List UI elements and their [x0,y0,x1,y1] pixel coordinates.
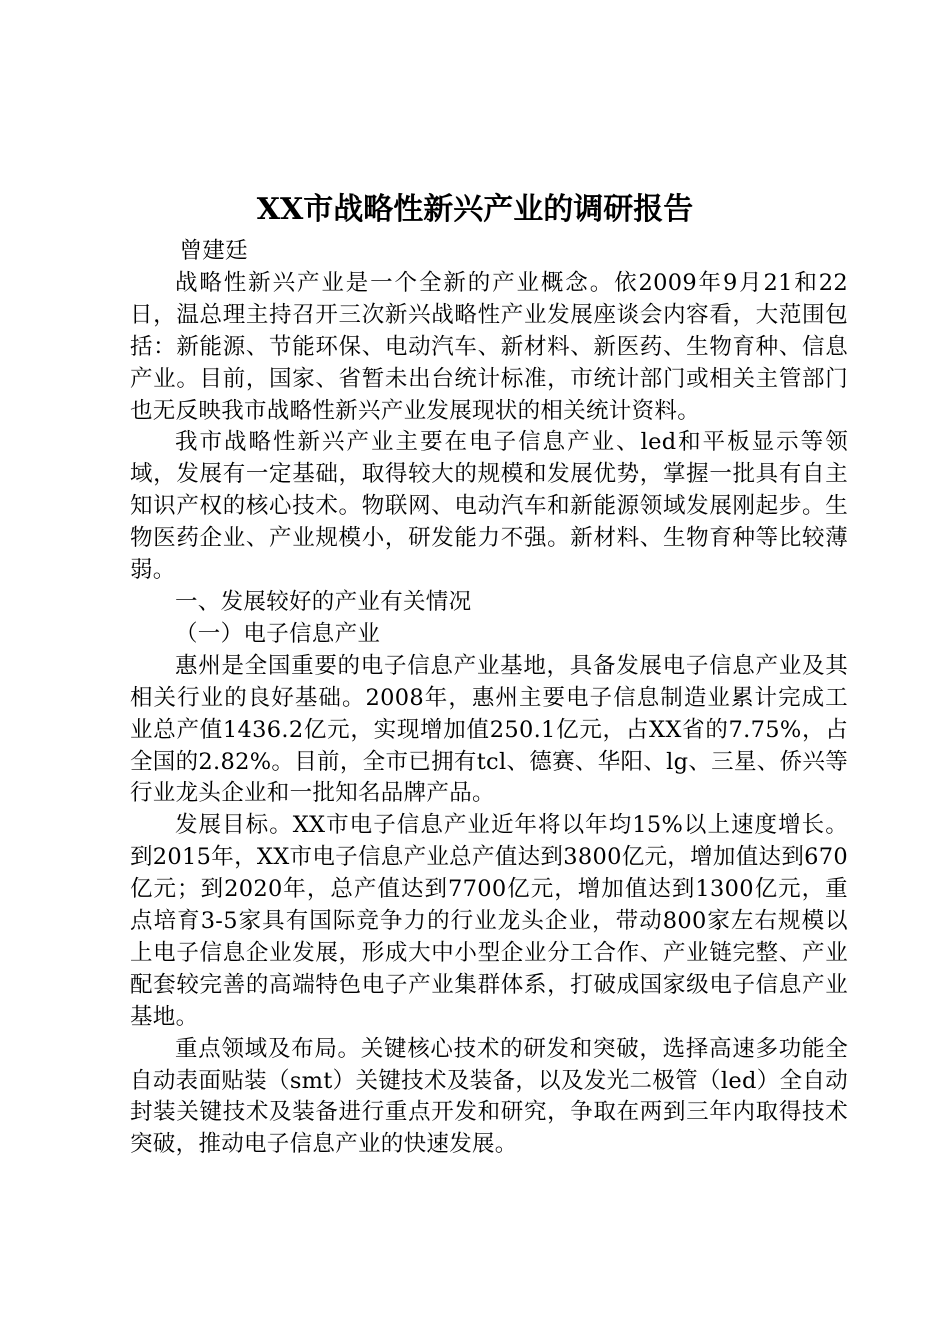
paragraph-electronics: 惠州是全国重要的电子信息产业基地，具备发展电子信息产业及其相关行业的良好基础。2008年，惠州主要电子信息制造业累计完成工业总产值1436.2亿元，实现增加值250.1亿元，占XX省的7.75%，占全国的2.82%。目前，全市已拥有tcl、德赛、华阳、lg、三星、侨兴等行业龙头企业和一批知名品牌产品。 [130,652,848,807]
section-heading: 一、发展较好的产业有关情况 [175,588,472,615]
document-body [130,236,848,1161]
subsection-heading: （一）电子信息产业 [175,620,381,647]
document-title: XX市战略性新兴产业的调研报告 [256,192,694,227]
paragraph-focus-areas: 重点领域及布局。关键核心技术的研发和突破，选择高速多功能全自动表面贴装（smt）关键技术及装备，以及发光二极管（led）全自动封装关键技术及装备进行重点开发和研究，争取在两到三年内取得技术突破，推动电子信息产业的快速发展。 [130,1035,848,1158]
author-name: 曾建廷 [179,238,248,264]
paragraph-overview: 我市战略性新兴产业主要在电子信息产业、led和平板显示等领域，发展有一定基础，取得较大的规模和发展优势，掌握一批具有自主知识产权的核心技术。物联网、电动汽车和新能源领域发展刚起步。生物医药企业、产业规模小，研发能力不强。新材料、生物育种等比较薄弱。 [130,429,848,584]
paragraph-intro: 战略性新兴产业是一个全新的产业概念。依2009年9月21和22日，温总理主持召开三次新兴战略性产业发展座谈会内容看，大范围包括：新能源、节能环保、电动汽车、新材料、新医药、生物育种、信息产业。目前，国家、省暂未出台统计标准，市统计部门或相关主管部门也无反映我市战略性新兴产业发展现状的相关统计资料。 [130,269,848,424]
paragraph-goals: 发展目标。XX市电子信息产业近年将以年均15%以上速度增长。到2015年，XX市电子信息产业总产值达到3800亿元，增加值达到670亿元；到2020年，总产值达到7700亿元，增加值达到1300亿元，重点培育3-5家具有国际竞争力的行业龙头企业，带动800家左右规模以上电子信息企业发展，形成大中小型企业分工合作、产业链完整、产业配套较完善的高端特色电子产业集群体系，打破成国家级电子信息产业基地。 [130,812,848,1030]
